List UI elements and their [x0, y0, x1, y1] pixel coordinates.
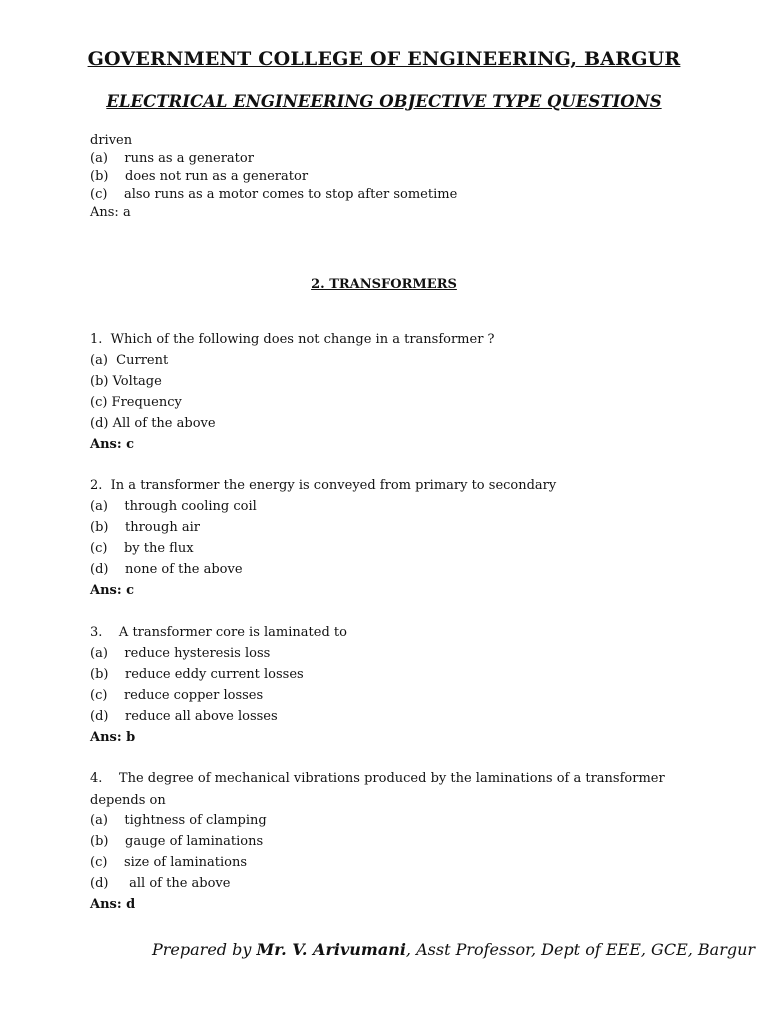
question-answer: Ans: c	[90, 583, 135, 598]
question-option: (c) size of laminations	[90, 855, 247, 870]
question-option: (b) through air	[90, 520, 200, 535]
page-footer	[152, 940, 755, 959]
question-text: 3. A transformer core is laminated to	[90, 625, 347, 640]
question-option: (a) reduce hysteresis loss	[90, 646, 271, 661]
question-option: (d) reduce all above losses	[90, 709, 278, 724]
question-option: (a) tightness of clamping	[90, 813, 267, 828]
question-option: (b) reduce eddy current losses	[90, 667, 304, 682]
section-title: 2. TRANSFORMERS	[311, 277, 457, 292]
question-answer: Ans: c	[90, 437, 135, 452]
question-option: (d) all of the above	[90, 876, 231, 891]
question-option: (d) none of the above	[90, 562, 243, 577]
question-option: (a) Current	[90, 353, 169, 368]
question-option: (c) Frequency	[90, 395, 182, 410]
continuation-answer: Ans: a	[90, 205, 131, 220]
question-text: 4. The degree of mechanical vibrations produced by the laminations of a transformer	[90, 771, 665, 786]
continuation-option: (b) does not run as a generator	[90, 169, 309, 184]
footer-author: Mr. V. Arivumani	[256, 940, 406, 959]
continuation-option: (a) runs as a generator	[90, 151, 254, 166]
question-option: (d) All of the above	[90, 416, 216, 431]
page-title: GOVERNMENT COLLEGE OF ENGINEERING, BARGUR	[87, 48, 681, 70]
question-option: (a) through cooling coil	[90, 499, 257, 514]
question-text: 1. Which of the following does not change in a transformer ?	[90, 332, 495, 347]
question-option: (b) Voltage	[90, 374, 162, 389]
question-option: (c) by the flux	[90, 541, 194, 556]
page-subtitle: ELECTRICAL ENGINEERING OBJECTIVE TYPE QUESTIONS	[106, 92, 662, 111]
footer-suffix: , Asst Professor, Dept of EEE, GCE, Bargur	[405, 940, 756, 959]
question-text: 2. In a transformer the energy is conveyed from primary to secondary	[90, 478, 557, 493]
footer-prefix: Prepared by	[152, 940, 257, 959]
question-option: (b) gauge of laminations	[90, 834, 264, 849]
continuation-line: driven	[90, 133, 133, 148]
question-text-continued: depends on	[90, 793, 166, 808]
question-answer: Ans: d	[90, 897, 136, 912]
question-option: (c) reduce copper losses	[90, 688, 264, 703]
continuation-option: (c) also runs as a motor comes to stop after sometime	[90, 187, 458, 202]
question-answer: Ans: b	[90, 730, 136, 745]
